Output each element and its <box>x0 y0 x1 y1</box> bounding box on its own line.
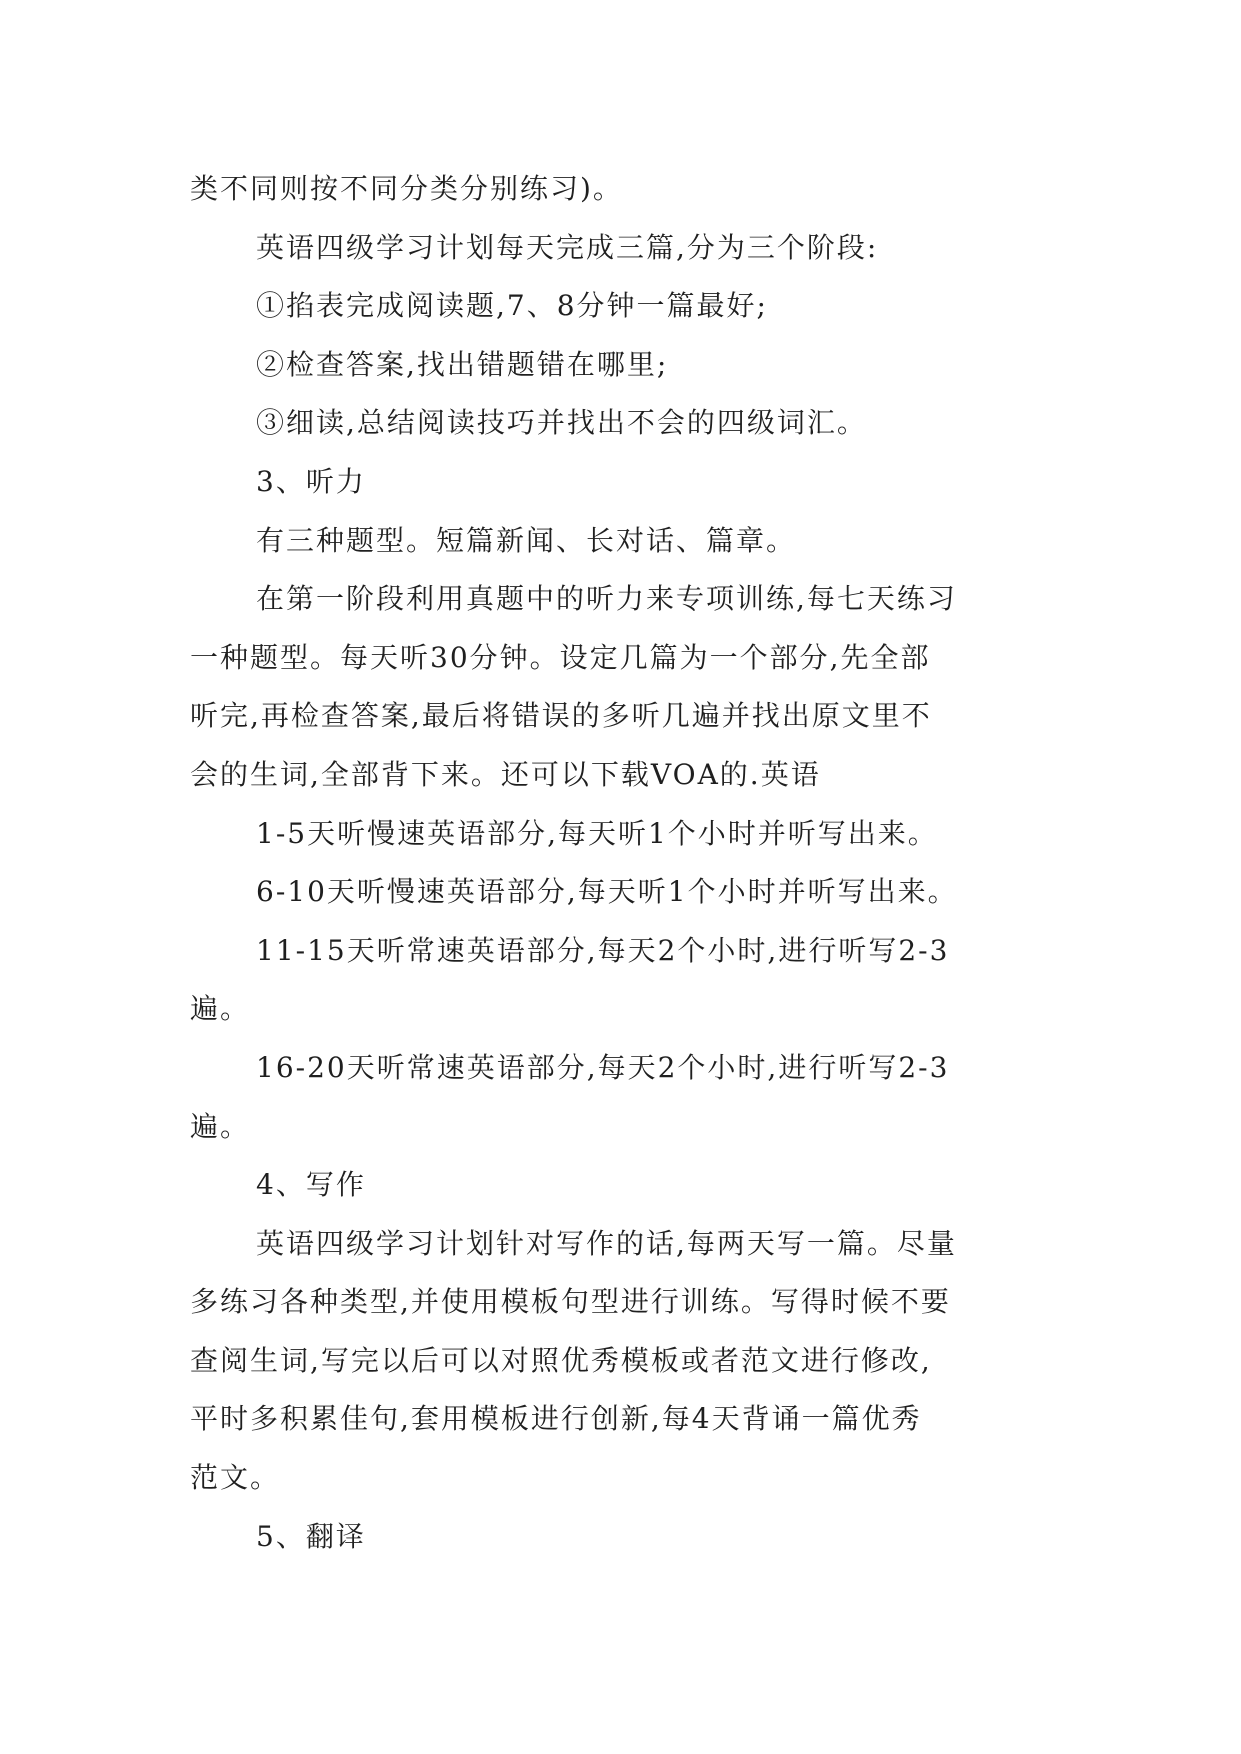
text-line: ②检查答案,找出错题错在哪里; <box>256 347 669 381</box>
text-line: 英语四级学习计划针对写作的话,每两天写一篇。尽量 <box>256 1226 957 1260</box>
text-line: 听完,再检查答案,最后将错误的多听几遍并找出原文里不 <box>190 699 932 733</box>
text-line: 在第一阶段利用真题中的听力来专项训练,每七天练习 <box>256 582 957 616</box>
text-line: 6-10天听慢速英语部分,每天听1个小时并听写出来。 <box>256 875 958 909</box>
text-line: 英语四级学习计划每天完成三篇,分为三个阶段: <box>256 230 879 264</box>
text-line: 一种题型。每天听30分钟。设定几篇为一个部分,先全部 <box>190 640 931 674</box>
text-line: 平时多积累佳句,套用模板进行创新,每4天背诵一篇优秀 <box>190 1402 922 1436</box>
text-line: 查阅生词,写完以后可以对照优秀模板或者范文进行修改, <box>190 1343 932 1377</box>
text-line: 遍。 <box>190 992 251 1026</box>
text-line: 类不同则按不同分类分别练习)。 <box>190 172 623 205</box>
text-line: 有三种题型。短篇新闻、长对话、篇章。 <box>256 523 797 557</box>
text-line: 会的生词,全部背下来。还可以下载VOA的.英语 <box>190 757 821 791</box>
text-line: 多练习各种类型,并使用模板句型进行训练。写得时候不要 <box>190 1285 951 1319</box>
text-line: 1-5天听慢速英语部分,每天听1个小时并听写出来。 <box>256 816 938 850</box>
text-line: 3、听力 <box>256 464 366 498</box>
text-line: ①掐表完成阅读题,7、8分钟一篇最好; <box>256 289 768 323</box>
text-line: 5、翻译 <box>256 1519 366 1553</box>
document-body <box>190 160 1070 1566</box>
text-line: 遍。 <box>190 1109 251 1143</box>
text-line: 16-20天听常速英语部分,每天2个小时,进行听写2-3 <box>256 1050 950 1084</box>
text-line: 4、写作 <box>256 1168 366 1202</box>
text-line: 范文。 <box>190 1461 281 1495</box>
text-line: 11-15天听常速英语部分,每天2个小时,进行听写2-3 <box>256 933 950 967</box>
text-line: ③细读,总结阅读技巧并找出不会的四级词汇。 <box>256 406 867 440</box>
